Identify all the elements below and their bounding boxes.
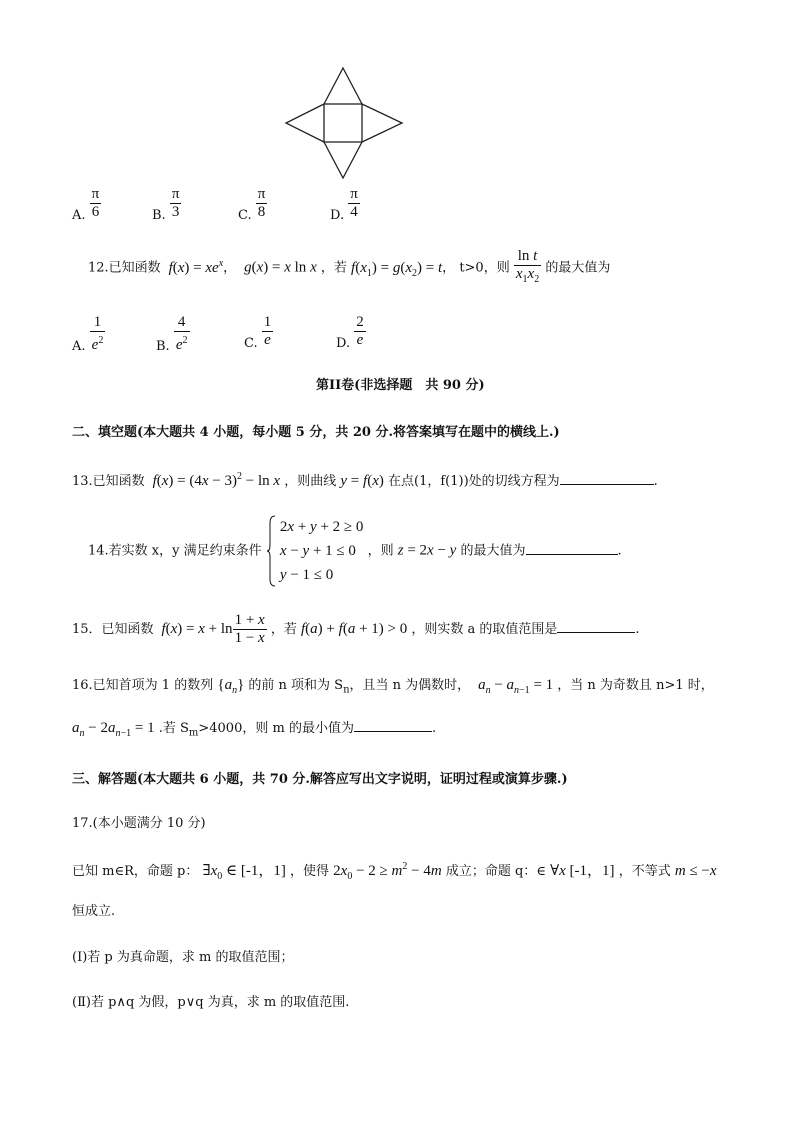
q11-option-a-label: A. [72,208,86,223]
q17-text-3: 成立；命题 q：∈ [445,864,546,879]
q13-mid: ，则曲线 [284,474,337,489]
q14-prefix: 14.若实数 x，y 满足约束条件 [88,543,262,559]
q17-line-2: 恒成立. [72,904,116,919]
q12-option-c [244,314,273,349]
q14-objective: z = 2x − y [397,542,457,559]
q16-even-rule: $a_n - a_{n-1} = 1$ [474,677,554,696]
q12-condition-eq: $f(x_1) = g(x_2) = t$ [351,259,443,279]
q11-option-d [330,186,360,221]
section3-title: 三、解答题(本大题共 6 小题，共 70 分.解答应写出文字说明，证明过程或演算步骤.) [72,772,568,787]
q12-option-d-label: D. [336,336,351,351]
q17-text-4: ，不等式 [618,864,671,879]
q14-mid: ，则 [367,543,394,559]
q17-inequality-p: $2x_0 - 2 \ge m^2 - 4m$ [333,861,442,882]
q12-option-b-value: $\frac{4}{e^2}$ [175,314,188,353]
q16-text-3: ，且当 n 为偶数时， [349,678,471,693]
q16-text-4: ，当 n 为奇数且 n>1 时， [557,678,714,693]
q13-curve: y = f(x) [340,473,384,489]
net-figure [280,62,410,182]
q13-f-def: $f(x) = (4x - 3)^2 - \ln x$ [148,471,281,489]
q16-text-5: .若 S [158,721,189,736]
q12-option-d [336,314,366,349]
q12-option-b [156,314,190,354]
q12-g-def: g(x) = x ln x [240,259,317,276]
question-14: 14.若实数 x，y 满足约束条件 2x + y + 2 ≥ 0 x − y + 1 ≤ 0 y − 1 ≤ 0 ，则 z = 2x − y 的最大值为 . [88,515,622,587]
q15-prefix: 15．已知函数 [72,621,154,637]
q11-option-b-value: $\frac{\pi}{3}$ [171,186,180,220]
q11-option-b-label: B. [152,208,166,223]
q12-option-c-value: $\frac{1}{e}$ [263,314,272,348]
q11-option-a [72,186,101,221]
q14-constraint-2: x − y + 1 ≤ 0 [279,543,356,559]
q13-answer-blank[interactable] [560,470,654,485]
q12-ratio: $\frac{\text{ln t}}{x_1x_2}$ [515,248,540,285]
q11-option-c-value: $\frac{\pi}{8}$ [257,186,266,220]
q11-option-c [238,186,267,221]
section2-title: 二、填空题(本大题共 4 小题，每小题 5 分，共 20 分.将答案填写在题中的横线上.) [72,425,560,440]
question-13: 13.已知函数 $f(x) = (4x - 3)^2 - \ln x$ ，则曲线 y = f(x) 在点(1，f(1))处的切线方程为 . [72,471,658,489]
q17-inequality-q: m ≤ −x [674,863,717,879]
q12-suffix: 的最大值为 [545,260,611,276]
q14-brace [266,515,276,587]
q17-part-1: (Ⅰ)若 p 为真命题，求 m 的取值范围； [72,950,294,965]
q16-odd-rule: $a_n - 2a_{n-1} = 1$ [72,720,155,739]
q17-header: 17.(本小题满分 10 分) [72,816,206,831]
q11-option-d-label: D. [330,208,345,223]
q12-option-a [72,314,105,354]
q16-answer-blank[interactable] [354,717,432,732]
q17-forall: ∀x [-1，1] [550,863,615,879]
q16-text-1: 16.已知首项为 1 的数列 [72,678,214,693]
q12-option-d-value: $\frac{2}{e}$ [356,314,364,348]
q15-answer-blank[interactable] [557,618,635,633]
question-15: 15．已知函数 f(x) = x + ln $\frac{1 + x}{1 - x}$ ，若 f(a) + f(a + 1) > 0 ，则实数 a 的取值范围是 . [72,612,640,646]
q16-text-6: >4000，则 m 的最小值为 [198,721,354,736]
q14-constraint-3: y − 1 ≤ 0 [279,567,334,583]
q16-sequence: $\{a_n\}$ [217,677,245,696]
q13-prefix: 13.已知函数 [72,474,145,489]
q15-suffix: ，则实数 a 的取值范围是 [411,621,558,637]
q17-text-1: 已知 m∈R，命题 p： [72,864,199,879]
q13-point: 在点(1，f(1))处的切线方程为 [388,474,560,489]
q12-option-c-label: C. [244,336,258,351]
q12-option-b-label: B. [156,338,170,354]
q11-option-c-label: C. [238,208,252,223]
q14-constraints [280,515,364,587]
q14-answer-blank[interactable] [526,540,618,555]
question-16-line-1: 16.已知首项为 1 的数列 $\{a_n\}$ 的前 n 项和为 $S_n$，且当 n 为偶数时， $a_n - a_{n-1} = 1$ ，当 n 为奇数且 n>1 时， [72,677,714,696]
q12-mid: ，若 [320,260,347,276]
q11-option-b [152,186,181,221]
question-12: 12.已知函数 $f(x) = xe^x$， g(x) = x ln x ，若 $f(x_1) = g(x_2) = t$， t>0，则 $\frac{\text{ln t}}{x_1x_2}$ 的最大值为 [88,248,610,288]
q12-option-a-label: A. [72,338,86,354]
q12-cond: t>0，则 [459,260,510,276]
q14-constraint-1: 2x + y + 2 ≥ 0 [279,519,364,535]
q17-exists: $\exists x_0$ ∈ [-1，1] [202,863,286,882]
q15-f-def: f(x) = x + ln $\frac{1 + x}{1 - x}$ [157,612,265,646]
q15-condition: f(a) + f(a + 1) > 0 [301,620,408,637]
net-shape [286,68,402,178]
q12-option-a-value: $\frac{1}{e^2}$ [91,314,104,353]
q12-prefix: 12.已知函数 [88,260,161,276]
question-16-line-2: $a_n - 2a_{n-1} = 1$ .若 $S_m>4000$，则 m 的最小值为 . [72,717,436,739]
q11-option-a-value: $\frac{\pi}{6}$ [91,186,100,220]
q11-option-d-value: $\frac{\pi}{4}$ [350,186,358,220]
part2-title: 第II卷(非选择题 共 90 分) [316,378,485,393]
q12-f-def: $f(x) = xe^x$ [164,257,224,276]
q17-text-2: ，使得 [290,864,330,879]
q14-suffix: 的最大值为 [460,543,526,559]
q17-line-1 [72,859,717,882]
q15-mid: ，若 [270,621,297,637]
q16-text-2: 的前 n 项和为 S [248,678,344,693]
q17-part-2: (Ⅱ)若 p∧q 为假，p∨q 为真，求 m 的取值范围. [72,995,350,1010]
